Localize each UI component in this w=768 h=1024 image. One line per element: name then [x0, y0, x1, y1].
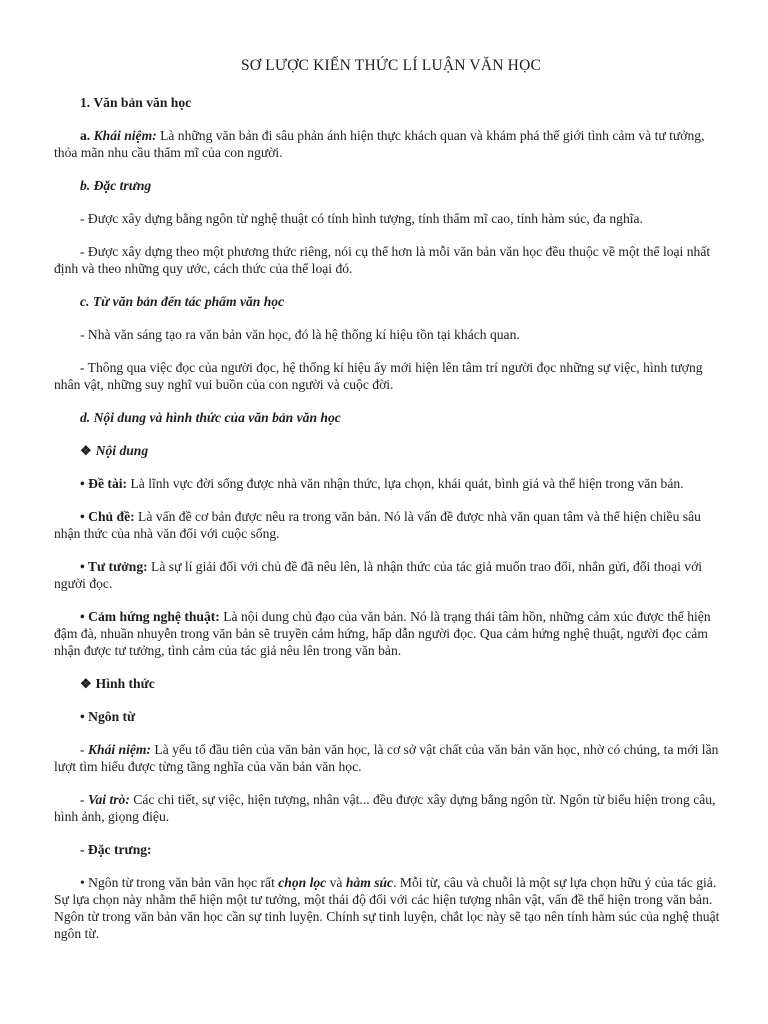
form-subheading-label: Hình thức	[95, 676, 155, 691]
features-text-1: • Ngôn từ trong văn bản văn học rất	[80, 875, 279, 890]
inspiration-term: Cảm hứng nghệ thuật:	[88, 609, 220, 624]
inspiration-text: Là nội dung chủ đạo của văn bản. Nó là trạng thái tâm hồn, những cảm xúc được thể hiện đậm đà, nhuần nhuyễn trong văn bản sẽ truyền cảm hứng, hấp dẫn người đọc. Qua cảm hứng nghệ thuật, người đọc cảm nhận được tư tưởng, tình cảm của tác giả nêu lên trong văn bản.	[54, 609, 711, 658]
language-concept-text: Là yếu tố đầu tiên của văn bản văn học, là cơ sở vật chất của văn bản văn học, nhờ có chúng, ta mới lần lượt tìm hiểu được từng tầng nghĩa của văn bản văn học.	[54, 742, 719, 774]
content-item-inspiration	[54, 608, 728, 659]
emphasis-concise: hàm súc	[345, 875, 394, 890]
language-features-heading: - Đặc trưng:	[80, 842, 152, 857]
bullet-icon: •	[80, 509, 89, 524]
language-heading: • Ngôn từ	[80, 709, 136, 724]
topic-term: Đề tài:	[88, 476, 128, 491]
section-1-heading: 1. Văn bản văn học	[80, 95, 192, 110]
document-title: SƠ LƯỢC KIẾN THỨC LÍ LUẬN VĂN HỌC	[240, 57, 542, 74]
language-role	[54, 791, 728, 825]
content-item-thought	[54, 558, 728, 592]
section-b-heading: b. Đặc trưng	[80, 178, 152, 193]
dash-prefix: -	[80, 742, 88, 757]
bullet-icon: •	[80, 609, 89, 624]
language-concept-term: Khái niệm:	[87, 742, 152, 757]
diamond-bullet-icon: ❖	[80, 443, 92, 458]
content-subheading	[54, 442, 728, 459]
dash-prefix: -	[80, 792, 88, 807]
section-b-paragraph-1: - Được xây dựng bằng ngôn từ nghệ thuật có tính hình tượng, tính thẩm mĩ cao, tính hàm súc, đa nghĩa.	[80, 211, 643, 226]
diamond-bullet-icon: ❖	[80, 676, 92, 691]
bullet-icon: •	[80, 476, 89, 491]
section-d-heading: d. Nội dung và hình thức của văn bản văn học	[80, 410, 341, 425]
content-subheading-label: Nội dung	[95, 443, 149, 458]
emphasis-selective: chọn lọc	[278, 875, 327, 890]
thought-term: Tư tưởng:	[87, 559, 148, 574]
section-b-paragraph-2: - Được xây dựng theo một phương thức riêng, nói cụ thể hơn là mỗi văn bản văn học đều thuộc về một thể loại nhất định và theo những quy ước, cách thức của thể loại đó.	[54, 244, 711, 276]
features-text-2: và	[326, 875, 346, 890]
language-concept	[54, 741, 728, 775]
theme-text: Là vấn đề cơ bản được nêu ra trong văn bản. Nó là vấn đề được nhà văn quan tâm và thể hiện chiều sâu nhận thức của nhà văn đối với cuộc sống.	[54, 509, 701, 541]
item-a-term: Khái niệm:	[93, 128, 157, 143]
form-subheading	[54, 675, 728, 692]
item-a-text: Là những văn bản đi sâu phản ánh hiện thực khách quan và khám phá thế giới tình cảm và tư tưởng, thỏa mãn nhu cầu thẩm mĩ của con người.	[54, 128, 705, 160]
language-role-text: Các chi tiết, sự việc, hiện tượng, nhân vật... đều được xây dựng bằng ngôn từ. Ngôn từ biểu hiện trong câu, hình ảnh, giọng điệu.	[54, 792, 716, 824]
features-text-3: . Mỗi từ, câu và chuỗi là một sự lựa chọn hữu ý của tác giả. Sự lựa chọn này nhằm thể hiện một tư tưởng, một thái độ đối với các hiện tượng nhân vật, vấn đề thể hiện trong văn bản. Ngôn từ trong văn bản văn học cần sự tinh luyện. Chính sự tinh luyện, chắt lọc này sẽ tạo nên tính hàm súc của nghệ thuật ngôn từ.	[54, 875, 720, 941]
section-c-paragraph-1: - Nhà văn sáng tạo ra văn bản văn học, đó là hệ thống kí hiệu tồn tại khách quan.	[80, 327, 520, 342]
bullet-icon: •	[80, 559, 88, 574]
thought-text: Là sự lí giải đối với chủ đề đã nêu lên, là nhận thức của tác giả muốn trao đổi, nhắn gửi, đối thoại với người đọc.	[54, 559, 703, 591]
concept-paragraph	[54, 127, 728, 161]
topic-text: Là lĩnh vực đời sống được nhà văn nhận thức, lựa chọn, khái quát, bình giá và thể hiện trong văn bản.	[127, 476, 684, 491]
language-role-term: Vai trò:	[87, 792, 130, 807]
language-features-paragraph	[54, 874, 728, 942]
section-c-paragraph-2: - Thông qua việc đọc của người đọc, hệ thống kí hiệu ấy mới hiện lên tâm trí người đọc những sự việc, hình tượng nhân vật, những suy nghĩ vui buồn của con người và cuộc đời.	[54, 360, 703, 392]
content-item-topic	[54, 475, 728, 492]
section-c-heading: c. Từ văn bản đến tác phẩm văn học	[80, 294, 285, 309]
content-item-theme	[54, 508, 728, 542]
theme-term: Chủ đề:	[88, 509, 135, 524]
item-a-prefix: a.	[80, 128, 94, 143]
